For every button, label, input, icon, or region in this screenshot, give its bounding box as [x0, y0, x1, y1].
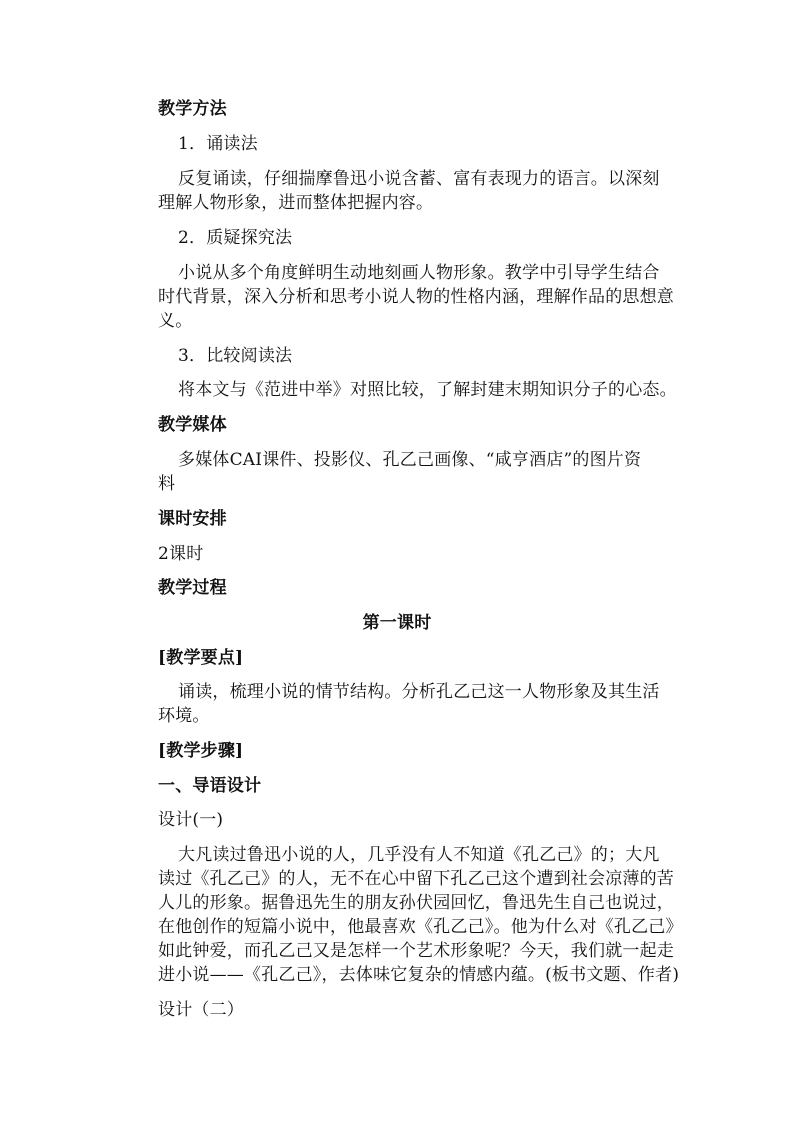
- lesson-title: 第一课时: [362, 613, 432, 633]
- teaching-method-heading: 教学方法: [158, 99, 227, 119]
- method-1-line-2: 理解人物形象，进而整体把握内容。: [158, 193, 434, 213]
- step-1-heading: 一、导语设计: [158, 776, 262, 796]
- schedule-heading: 课时安排: [158, 509, 227, 529]
- design-1-line-1: 大凡读过鲁迅小说的人，几乎没有人不知道《孔乙己》的；大凡: [178, 845, 660, 865]
- method-3-line-1: 将本文与《范进中举》对照比较，了解封建末期知识分子的心态。: [178, 380, 677, 400]
- method-2-line-1: 小说从多个角度鲜明生动地刻画人物形象。教学中引导学生结合: [178, 263, 660, 283]
- method-2-line-2: 时代背景，深入分析和思考小说人物的性格内涵，理解作品的思想意: [158, 287, 674, 307]
- schedule-value: 2课时: [158, 544, 204, 564]
- key-points-line-1: 诵读，梳理小说的情节结构。分析孔乙己这一人物形象及其生活: [178, 682, 660, 702]
- key-points-heading: [教学要点]: [158, 648, 244, 668]
- teaching-media-line-2: 料: [158, 474, 176, 494]
- teaching-media-heading: 教学媒体: [158, 415, 227, 435]
- key-points-line-2: 环境。: [158, 706, 210, 726]
- process-heading: 教学过程: [158, 578, 227, 598]
- teaching-media-line-1: 多媒体CAI课件、投影仪、孔乙己画像、“咸亨酒店”的图片资: [178, 450, 642, 470]
- method-2-line-3: 义。: [158, 311, 193, 331]
- method-1-title: 1．诵读法: [178, 134, 258, 154]
- design-1-line-3: 人儿的形象。据鲁迅先生的朋友孙伏园回忆，鲁迅先生自己也说过，: [158, 893, 674, 913]
- design-2-label: 设计（二）: [158, 1000, 244, 1020]
- method-3-title: 3．比较阅读法: [178, 346, 293, 366]
- method-1-line-1: 反复诵读，仔细揣摩鲁迅小说含蓄、富有表现力的语言。以深刻: [178, 169, 660, 189]
- steps-heading: [教学步骤]: [158, 741, 244, 761]
- design-1-line-5: 如此钟爱，而孔乙己又是怎样一个艺术形象呢？今天，我们就一起走: [158, 941, 674, 961]
- design-1-line-4: 在他创作的短篇小说中，他最喜欢《孔乙己》。他为什么对《孔乙己》: [158, 917, 683, 937]
- design-1-line-2: 读过《孔乙己》的人，无不在心中留下孔乙己这个遭到社会凉薄的苦: [158, 869, 674, 889]
- design-1-label: 设计(一): [158, 810, 224, 830]
- design-1-line-6: 进小说——《孔乙己》，去体味它复杂的情感内蕴。(板书文题、作者): [158, 965, 680, 985]
- method-2-title: 2．质疑探究法: [178, 228, 293, 248]
